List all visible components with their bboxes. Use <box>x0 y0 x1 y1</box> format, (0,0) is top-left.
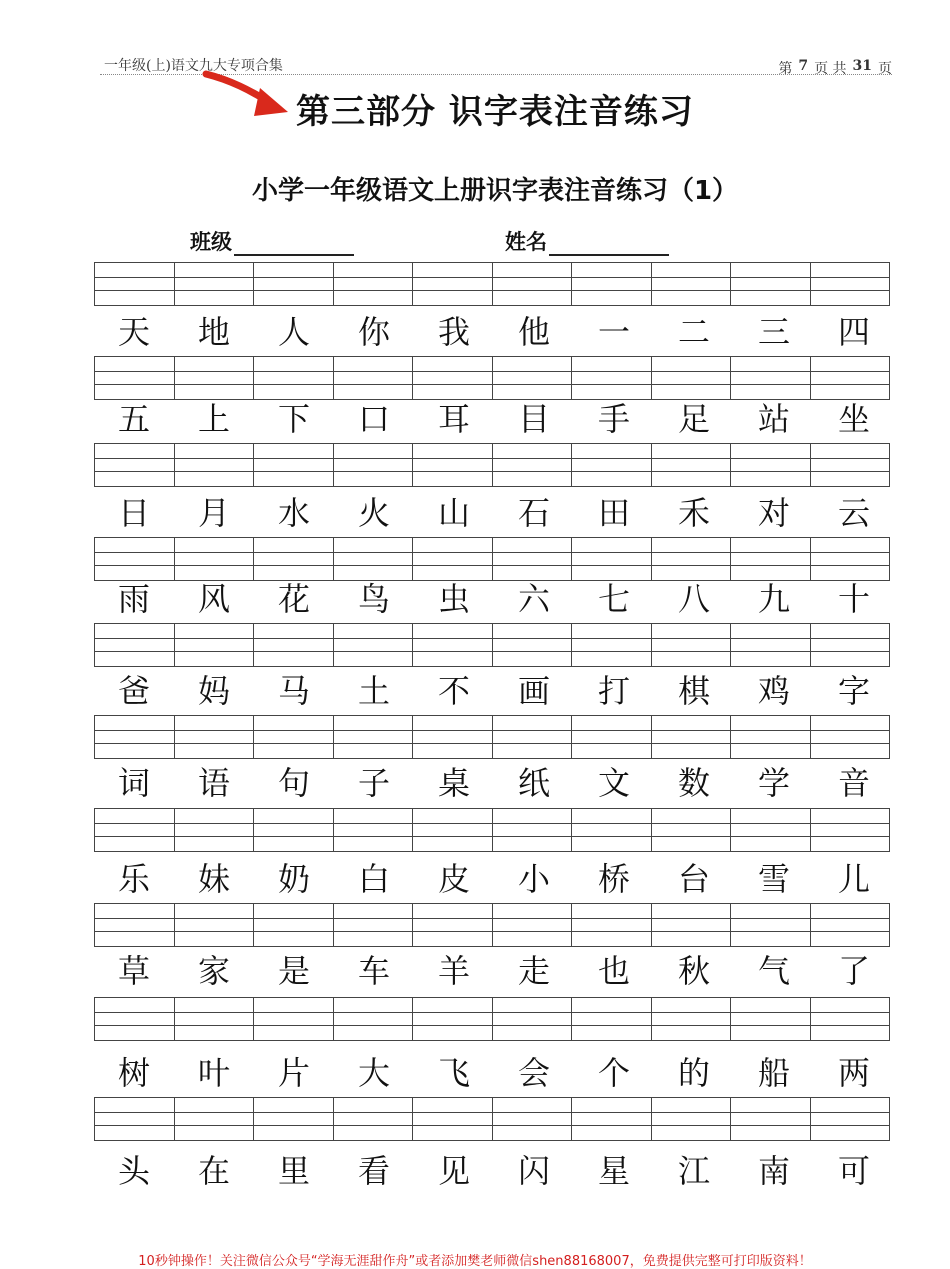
hanzi-character: 气 <box>757 952 790 990</box>
hanzi-character: 月 <box>197 494 230 532</box>
hanzi-character: 风 <box>197 580 230 618</box>
hanzi-character: 会 <box>517 1054 550 1092</box>
pinyin-writing-cell[interactable] <box>731 444 811 486</box>
pinyin-writing-cell[interactable] <box>731 624 811 666</box>
hanzi-character: 数 <box>677 764 710 802</box>
hanzi-character: 对 <box>757 494 790 532</box>
pinyin-writing-cell[interactable] <box>254 716 334 758</box>
pinyin-writing-cell[interactable] <box>175 624 255 666</box>
pinyin-writing-cell[interactable] <box>572 538 652 580</box>
hanzi-character: 妈 <box>197 672 230 710</box>
hanzi-character: 儿 <box>837 860 870 898</box>
pinyin-writing-cell[interactable] <box>95 904 175 946</box>
pinyin-grid-row <box>94 997 890 1041</box>
pinyin-writing-cell[interactable] <box>175 444 255 486</box>
hanzi-character: 在 <box>197 1152 230 1190</box>
page-number: 7 <box>798 58 809 74</box>
pinyin-writing-cell[interactable] <box>493 263 573 305</box>
pinyin-writing-cell[interactable] <box>95 998 175 1040</box>
pinyin-writing-cell[interactable] <box>572 624 652 666</box>
pinyin-writing-cell[interactable] <box>572 444 652 486</box>
hanzi-character: 二 <box>677 313 710 351</box>
hanzi-character: 马 <box>277 672 310 710</box>
hanzi-character: 也 <box>597 952 630 990</box>
hanzi-character: 妹 <box>197 860 230 898</box>
hanzi-character: 小 <box>517 860 550 898</box>
hanzi-character: 见 <box>437 1152 470 1190</box>
pinyin-grid-row <box>94 262 890 306</box>
character-row <box>94 396 894 442</box>
pinyin-writing-cell[interactable] <box>731 1098 811 1140</box>
hanzi-character: 人 <box>277 313 310 351</box>
class-blank-line[interactable] <box>234 232 354 256</box>
hanzi-character: 走 <box>517 952 550 990</box>
pinyin-writing-cell[interactable] <box>731 904 811 946</box>
name-field <box>505 226 669 256</box>
hanzi-character: 音 <box>837 764 870 802</box>
hanzi-character: 雨 <box>117 580 150 618</box>
hanzi-character: 可 <box>837 1152 870 1190</box>
pinyin-writing-cell[interactable] <box>413 624 493 666</box>
hanzi-character: 虫 <box>437 580 470 618</box>
pinyin-writing-cell[interactable] <box>334 263 414 305</box>
pinyin-writing-cell[interactable] <box>413 809 493 851</box>
pinyin-writing-cell[interactable] <box>811 263 890 305</box>
pinyin-writing-cell[interactable] <box>652 809 732 851</box>
pinyin-writing-cell[interactable] <box>413 263 493 305</box>
pinyin-grid-row <box>94 715 890 759</box>
pinyin-writing-cell[interactable] <box>652 716 732 758</box>
hanzi-character: 是 <box>277 952 310 990</box>
pinyin-writing-cell[interactable] <box>95 1098 175 1140</box>
hanzi-character: 皮 <box>437 860 470 898</box>
hanzi-character: 四 <box>837 313 870 351</box>
pinyin-writing-cell[interactable] <box>175 998 255 1040</box>
pinyin-writing-cell[interactable] <box>413 444 493 486</box>
hanzi-character: 句 <box>277 764 310 802</box>
pinyin-writing-cell[interactable] <box>493 444 573 486</box>
pinyin-writing-cell[interactable] <box>95 357 175 399</box>
hanzi-character: 闪 <box>517 1152 550 1190</box>
pinyin-writing-cell[interactable] <box>811 998 890 1040</box>
hanzi-character: 石 <box>517 494 550 532</box>
hanzi-character: 奶 <box>277 860 310 898</box>
sheet-title: 小学一年级语文上册识字表注音练习（1） <box>251 176 739 206</box>
hanzi-character: 鸡 <box>757 672 790 710</box>
pinyin-writing-cell[interactable] <box>95 624 175 666</box>
name-label: 姓名 <box>505 230 547 254</box>
hanzi-character: 草 <box>117 952 150 990</box>
hanzi-character: 坐 <box>837 400 870 438</box>
pinyin-writing-cell[interactable] <box>254 809 334 851</box>
hanzi-character: 词 <box>117 764 150 802</box>
header-page-indicator <box>778 58 892 78</box>
pinyin-writing-cell[interactable] <box>572 716 652 758</box>
pinyin-writing-cell[interactable] <box>572 263 652 305</box>
pinyin-writing-cell[interactable] <box>811 716 890 758</box>
hanzi-character: 秋 <box>677 952 710 990</box>
hanzi-character: 地 <box>197 313 230 351</box>
pinyin-writing-cell[interactable] <box>254 998 334 1040</box>
hanzi-character: 个 <box>597 1054 630 1092</box>
character-row <box>94 668 894 714</box>
hanzi-character: 乐 <box>117 860 150 898</box>
hanzi-character: 一 <box>597 313 630 351</box>
hanzi-character: 打 <box>597 672 630 710</box>
hanzi-character: 站 <box>757 400 790 438</box>
pinyin-writing-cell[interactable] <box>334 1098 414 1140</box>
pinyin-writing-cell[interactable] <box>493 809 573 851</box>
character-row <box>94 1050 894 1096</box>
pinyin-writing-cell[interactable] <box>493 716 573 758</box>
pinyin-writing-cell[interactable] <box>572 809 652 851</box>
hanzi-character: 十 <box>837 580 870 618</box>
hanzi-character: 家 <box>197 952 230 990</box>
hanzi-character: 纸 <box>517 764 550 802</box>
hanzi-character: 三 <box>757 313 790 351</box>
hanzi-character: 两 <box>837 1054 870 1092</box>
pinyin-grid-row <box>94 1097 890 1141</box>
hanzi-character: 田 <box>597 494 630 532</box>
pinyin-writing-cell[interactable] <box>175 538 255 580</box>
pinyin-writing-cell[interactable] <box>811 809 890 851</box>
pinyin-grid-row <box>94 356 890 400</box>
pinyin-writing-cell[interactable] <box>334 624 414 666</box>
hanzi-character: 鸟 <box>357 580 390 618</box>
page-total: 31 <box>852 58 872 74</box>
hanzi-character: 九 <box>757 580 790 618</box>
hanzi-character: 六 <box>517 580 550 618</box>
header-collection-title: 一年级(上)语文九大专项合集 <box>104 58 283 74</box>
pinyin-writing-cell[interactable] <box>254 263 334 305</box>
hanzi-character: 禾 <box>677 494 710 532</box>
hanzi-character: 他 <box>517 313 550 351</box>
pinyin-writing-cell[interactable] <box>731 538 811 580</box>
footer-promo-text: 10秒钟操作！关注微信公众号“学海无涯甜作舟”或者添加樊老师微信shen88168007，免费提供完整可打印版资料！ <box>138 1254 812 1269</box>
hanzi-character: 的 <box>677 1054 710 1092</box>
hanzi-character: 船 <box>757 1054 790 1092</box>
pinyin-writing-cell[interactable] <box>334 357 414 399</box>
hanzi-character: 看 <box>357 1152 390 1190</box>
hanzi-character: 南 <box>757 1152 790 1190</box>
character-row <box>94 856 894 902</box>
character-row <box>94 309 894 355</box>
pinyin-writing-cell[interactable] <box>731 809 811 851</box>
pinyin-writing-cell[interactable] <box>175 357 255 399</box>
pinyin-writing-cell[interactable] <box>731 357 811 399</box>
hanzi-character: 语 <box>197 764 230 802</box>
pinyin-writing-cell[interactable] <box>95 263 175 305</box>
pinyin-grid-row <box>94 537 890 581</box>
hanzi-character: 花 <box>277 580 310 618</box>
hanzi-character: 大 <box>357 1054 390 1092</box>
hanzi-character: 日 <box>117 494 150 532</box>
hanzi-character: 八 <box>677 580 710 618</box>
class-field <box>190 226 354 256</box>
hanzi-character: 江 <box>677 1152 710 1190</box>
section-title: 第三部分 识字表注音练习 <box>296 92 694 132</box>
pinyin-writing-cell[interactable] <box>95 716 175 758</box>
pinyin-writing-cell[interactable] <box>652 904 732 946</box>
pinyin-writing-cell[interactable] <box>493 357 573 399</box>
hanzi-character: 口 <box>357 400 390 438</box>
pinyin-grid-row <box>94 903 890 947</box>
hanzi-character: 天 <box>117 313 150 351</box>
red-arrow-icon <box>200 66 292 122</box>
hanzi-character: 羊 <box>437 952 470 990</box>
hanzi-character: 我 <box>437 313 470 351</box>
pinyin-grid-row <box>94 443 890 487</box>
pinyin-writing-cell[interactable] <box>175 263 255 305</box>
hanzi-character: 目 <box>517 400 550 438</box>
hanzi-character: 台 <box>677 860 710 898</box>
pinyin-writing-cell[interactable] <box>413 538 493 580</box>
hanzi-character: 土 <box>357 672 390 710</box>
hanzi-character: 火 <box>357 494 390 532</box>
hanzi-character: 山 <box>437 494 470 532</box>
pinyin-writing-cell[interactable] <box>811 444 890 486</box>
pinyin-writing-cell[interactable] <box>811 624 890 666</box>
pinyin-writing-cell[interactable] <box>334 904 414 946</box>
name-blank-line[interactable] <box>549 232 669 256</box>
pinyin-writing-cell[interactable] <box>493 538 573 580</box>
pinyin-writing-cell[interactable] <box>334 809 414 851</box>
pinyin-writing-cell[interactable] <box>811 357 890 399</box>
hanzi-character: 云 <box>837 494 870 532</box>
hanzi-character: 白 <box>357 860 390 898</box>
hanzi-character: 学 <box>757 764 790 802</box>
hanzi-character: 文 <box>597 764 630 802</box>
pinyin-writing-cell[interactable] <box>572 998 652 1040</box>
pinyin-writing-cell[interactable] <box>254 538 334 580</box>
pinyin-grid-row <box>94 808 890 852</box>
hanzi-character: 不 <box>437 672 470 710</box>
hanzi-character: 上 <box>197 400 230 438</box>
pinyin-writing-cell[interactable] <box>652 357 732 399</box>
pinyin-writing-cell[interactable] <box>334 716 414 758</box>
pinyin-writing-cell[interactable] <box>493 998 573 1040</box>
hanzi-character: 雪 <box>757 860 790 898</box>
hanzi-character: 爸 <box>117 672 150 710</box>
pinyin-writing-cell[interactable] <box>493 1098 573 1140</box>
hanzi-character: 你 <box>357 313 390 351</box>
pinyin-writing-cell[interactable] <box>652 1098 732 1140</box>
page-suffix: 页 <box>878 61 892 77</box>
character-row <box>94 760 894 806</box>
hanzi-character: 星 <box>597 1152 630 1190</box>
hanzi-character: 耳 <box>437 400 470 438</box>
class-label: 班级 <box>190 230 232 254</box>
hanzi-character: 片 <box>277 1054 310 1092</box>
hanzi-character: 了 <box>837 952 870 990</box>
character-row <box>94 576 894 622</box>
hanzi-character: 七 <box>597 580 630 618</box>
pinyin-writing-cell[interactable] <box>413 357 493 399</box>
pinyin-writing-cell[interactable] <box>572 1098 652 1140</box>
hanzi-character: 手 <box>597 400 630 438</box>
pinyin-writing-cell[interactable] <box>493 624 573 666</box>
pinyin-writing-cell[interactable] <box>413 1098 493 1140</box>
pinyin-writing-cell[interactable] <box>413 716 493 758</box>
pinyin-writing-cell[interactable] <box>572 357 652 399</box>
pinyin-writing-cell[interactable] <box>652 263 732 305</box>
pinyin-writing-cell[interactable] <box>254 624 334 666</box>
pinyin-writing-cell[interactable] <box>95 444 175 486</box>
pinyin-writing-cell[interactable] <box>652 998 732 1040</box>
pinyin-writing-cell[interactable] <box>95 538 175 580</box>
pinyin-writing-cell[interactable] <box>811 1098 890 1140</box>
pinyin-writing-cell[interactable] <box>731 716 811 758</box>
pinyin-writing-cell[interactable] <box>731 263 811 305</box>
pinyin-writing-cell[interactable] <box>175 1098 255 1140</box>
pinyin-writing-cell[interactable] <box>652 538 732 580</box>
pinyin-writing-cell[interactable] <box>413 998 493 1040</box>
hanzi-character: 字 <box>837 672 870 710</box>
hanzi-character: 头 <box>117 1152 150 1190</box>
pinyin-writing-cell[interactable] <box>175 716 255 758</box>
hanzi-character: 里 <box>277 1152 310 1190</box>
pinyin-writing-cell[interactable] <box>334 538 414 580</box>
pinyin-writing-cell[interactable] <box>254 1098 334 1140</box>
hanzi-character: 车 <box>357 952 390 990</box>
hanzi-character: 子 <box>357 764 390 802</box>
pinyin-writing-cell[interactable] <box>175 904 255 946</box>
pinyin-writing-cell[interactable] <box>493 904 573 946</box>
pinyin-writing-cell[interactable] <box>95 809 175 851</box>
hanzi-character: 画 <box>517 672 550 710</box>
character-row <box>94 1148 894 1194</box>
hanzi-character: 水 <box>277 494 310 532</box>
pinyin-grid-row <box>94 623 890 667</box>
character-row <box>94 490 894 536</box>
pinyin-writing-cell[interactable] <box>175 809 255 851</box>
character-row <box>94 948 894 994</box>
pinyin-writing-cell[interactable] <box>413 904 493 946</box>
pinyin-writing-cell[interactable] <box>254 444 334 486</box>
pinyin-writing-cell[interactable] <box>811 904 890 946</box>
hanzi-character: 足 <box>677 400 710 438</box>
hanzi-character: 五 <box>117 400 150 438</box>
hanzi-character: 飞 <box>437 1054 470 1092</box>
hanzi-character: 树 <box>117 1054 150 1092</box>
pinyin-writing-cell[interactable] <box>254 904 334 946</box>
pinyin-writing-cell[interactable] <box>811 538 890 580</box>
page-mid: 页 共 <box>814 61 847 77</box>
pinyin-writing-cell[interactable] <box>652 624 732 666</box>
pinyin-writing-cell[interactable] <box>572 904 652 946</box>
pinyin-writing-cell[interactable] <box>652 444 732 486</box>
pinyin-writing-cell[interactable] <box>334 444 414 486</box>
pinyin-writing-cell[interactable] <box>334 998 414 1040</box>
hanzi-character: 棋 <box>677 672 710 710</box>
hanzi-character: 桌 <box>437 764 470 802</box>
hanzi-character: 叶 <box>197 1054 230 1092</box>
pinyin-writing-cell[interactable] <box>254 357 334 399</box>
pinyin-writing-cell[interactable] <box>731 998 811 1040</box>
page-prefix: 第 <box>778 61 793 77</box>
hanzi-character: 下 <box>277 400 310 438</box>
hanzi-character: 桥 <box>597 860 630 898</box>
